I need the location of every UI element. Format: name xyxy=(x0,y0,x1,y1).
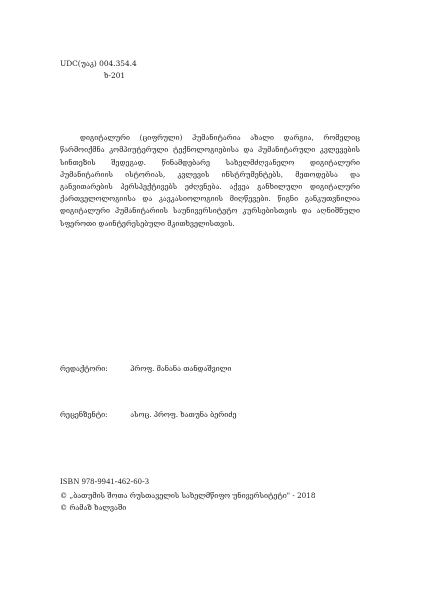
editor-credit xyxy=(60,364,231,373)
reviewer-credit xyxy=(60,410,236,419)
udc-index: ხ-201 xyxy=(104,70,126,80)
reviewer-role: რეცენზენტი: xyxy=(60,410,108,419)
udc-code: UDC(უაკ) 004.354.4 xyxy=(60,59,137,68)
copyright-publisher: © „ბათუმის შოთა რუსთაველის სახელმწიფო უნივერსიტეტი" - 2018 xyxy=(60,491,316,500)
isbn: ISBN 978-9941-462-60-3 xyxy=(60,477,150,486)
udc-block xyxy=(60,58,137,81)
copyright-author: © რამაზ ხალვაში xyxy=(60,503,127,512)
editor-name: პროფ. მანანა თანდაშვილი xyxy=(130,364,232,373)
reviewer-name: ასოც. პროფ. ხათუნა ბერიძე xyxy=(130,410,237,419)
abstract-text: დიგიტალური (ციფრული) ჰუმანიტარია ახალი დარგია, რომელიც წარმოიქმნა კომპიუტერული ტექნოლოგიებისა და ჰუმანიტარული კვლევების სინთეზის შედეგად. წინამდებარე სახელმძღვანელო დიგიტალური ჰუმანიტარიის ისტორიას, კვლევის ინსტრუმენტებს, მეთოდებსა და განვითარების პერსპექტივებს ეძღვნება. აქვეა განხილული დიგიტალური ქართველოლოგიისა და კავკასიოლოგიის მიღწევები. წიგნი განკუთვნილია დიგიტალური ჰუმანიტარიის საუნივერსიტეტო კურსებისთვის და აღნიშნული სფეროთი დაინტერესებული მკითხველისთვის. xyxy=(60,133,360,228)
editor-role: რედაქტორი: xyxy=(60,364,108,373)
